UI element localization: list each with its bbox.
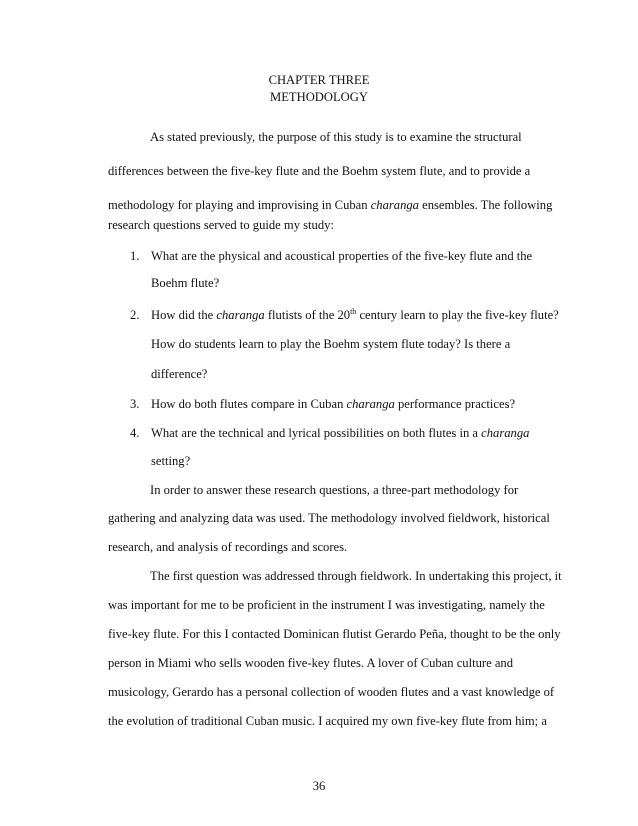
- body-line: research questions served to guide my study:: [108, 218, 334, 232]
- text-run: How did the: [151, 308, 217, 322]
- body-line: musicology, Gerardo has a personal collection of wooden flutes and a vast knowledge of: [108, 685, 555, 699]
- italic-term: charanga: [216, 308, 265, 322]
- list-item-line: What are the physical and acoustical properties of the five-key flute and the: [151, 249, 533, 263]
- list-item-line: [151, 396, 515, 412]
- body-line: was important for me to be proficient in the instrument I was investigating, namely the: [108, 598, 545, 612]
- text-run: flutists of the 20: [264, 308, 351, 322]
- body-line: In order to answer these research questions, a three-part methodology for: [150, 483, 519, 497]
- list-number: 4.: [130, 426, 140, 440]
- body-line: research, and analysis of recordings and scores.: [108, 540, 348, 554]
- body-line: As stated previously, the purpose of this study is to examine the structural: [150, 130, 522, 144]
- page-number: 36: [312, 779, 326, 793]
- list-item-line: [151, 425, 529, 441]
- list-number: 2.: [130, 308, 140, 322]
- text-run: ensembles. The following: [418, 198, 553, 212]
- body-line: the evolution of traditional Cuban music. I acquired my own five-key flute from him; a: [108, 714, 547, 728]
- text-run: How do both flutes compare in Cuban: [151, 397, 347, 411]
- list-number: 3.: [130, 397, 140, 411]
- list-number: 1.: [130, 249, 140, 263]
- body-line: The first question was addressed through fieldwork. In undertaking this project, it: [150, 569, 562, 583]
- list-item-line: [151, 307, 559, 323]
- text-run: performance practices?: [394, 397, 516, 411]
- list-item-line: difference?: [151, 367, 208, 381]
- body-line: person in Miami who sells wooden five-key flutes. A lover of Cuban culture and: [108, 656, 514, 670]
- body-line: five-key flute. For this I contacted Dominican flutist Gerardo Peña, thought to be the only: [108, 627, 561, 641]
- italic-term: charanga: [370, 198, 419, 212]
- text-run: century learn to play the five-key flute?: [356, 308, 559, 322]
- list-item-line: Boehm flute?: [151, 276, 220, 290]
- body-line: gathering and analyzing data was used. The methodology involved fieldwork, historical: [108, 511, 550, 525]
- list-item-line: How do students learn to play the Boehm system flute today? Is there a: [151, 337, 511, 351]
- body-line: differences between the five-key flute and the Boehm system flute, and to provide a: [108, 164, 531, 178]
- text-run: What are the technical and lyrical possibilities on both flutes in a: [151, 426, 482, 440]
- list-item-line: setting?: [151, 454, 191, 468]
- chapter-heading: CHAPTER THREE: [268, 73, 370, 87]
- text-run: methodology for playing and improvising in Cuban: [108, 198, 371, 212]
- body-line: [108, 197, 552, 213]
- superscript: th: [350, 307, 357, 316]
- chapter-title: METHODOLOGY: [270, 90, 368, 104]
- italic-term: charanga: [481, 426, 530, 440]
- italic-term: charanga: [346, 397, 395, 411]
